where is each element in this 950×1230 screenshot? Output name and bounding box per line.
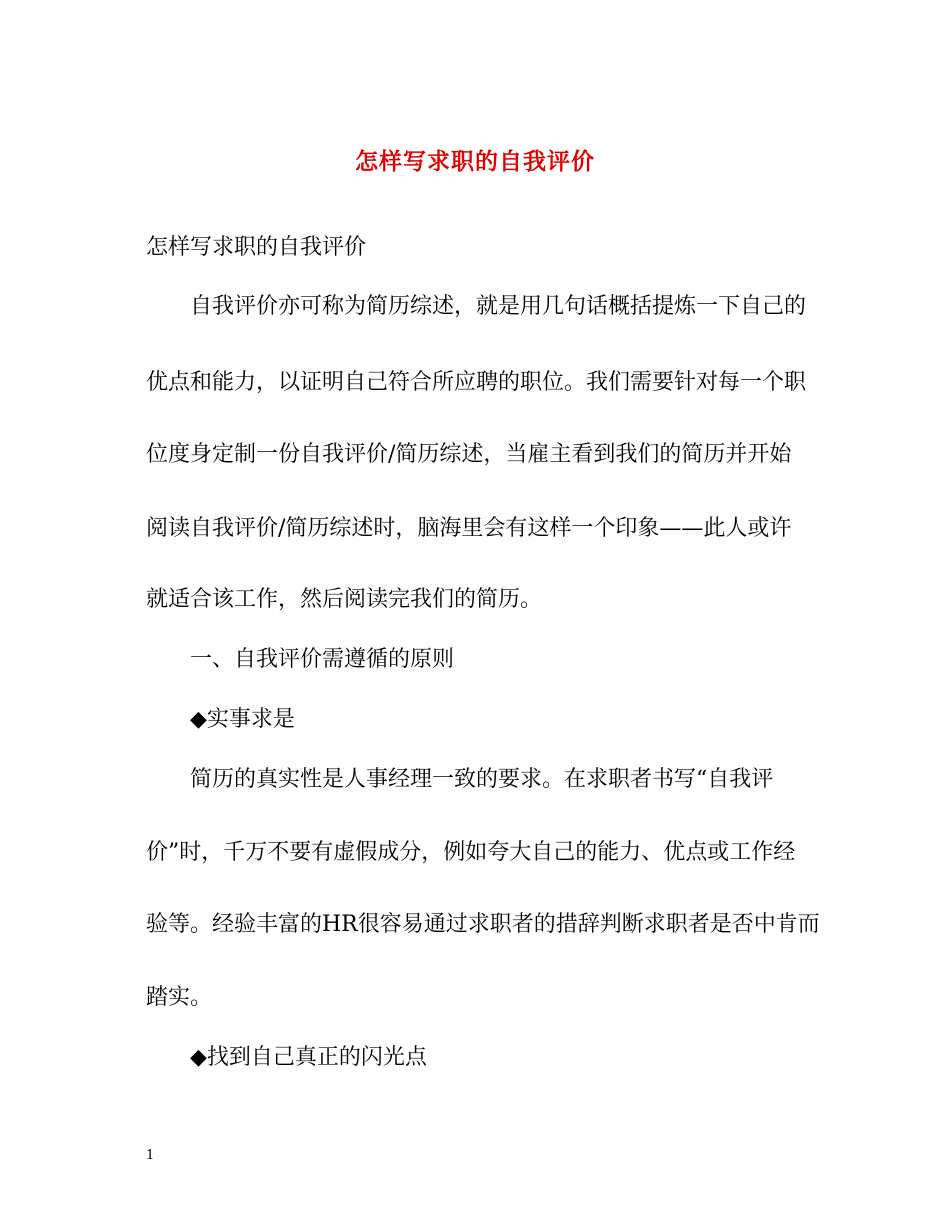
intro-line-4: 阅读自我评价/简历综述时，脑海里会有这样一个印象——此人或许 [146,516,792,541]
intro-line-5: 就适合该工作，然后阅读完我们的简历。 [146,587,543,612]
intro-line-2: 优点和能力，以证明自己符合所应聘的职位。我们需要针对每一个职 [146,370,807,395]
page-title: 怎样写求职的自我评价 [355,148,595,175]
section-heading: 一、自我评价需遵循的原则 [190,647,455,672]
document-subtitle: 怎样写求职的自我评价 [146,235,367,260]
principle-heading-1: ◆实事求是 [190,707,295,732]
principle-1-line-1: 简历的真实性是人事经理一致的要求。在求职者书写“自我评 [190,767,774,792]
principle-1-line-2: 价”时，千万不要有虚假成分，例如夸大自己的能力、优点或工作经 [146,840,796,865]
principle-1-line-4: 踏实。 [146,985,213,1010]
principle-1-line-3: 验等。经验丰富的HR很容易通过求职者的措辞判断求职者是否中肯而 [146,912,820,937]
intro-line-3: 位度身定制一份自我评价/简历综述，当雇主看到我们的简历并开始 [146,442,792,467]
intro-line-1: 自我评价亦可称为简历综述，就是用几句话概括提炼一下自己的 [190,294,807,319]
page-number: 1 [146,1148,155,1163]
principle-heading-2: ◆找到自己真正的闪光点 [190,1045,427,1070]
